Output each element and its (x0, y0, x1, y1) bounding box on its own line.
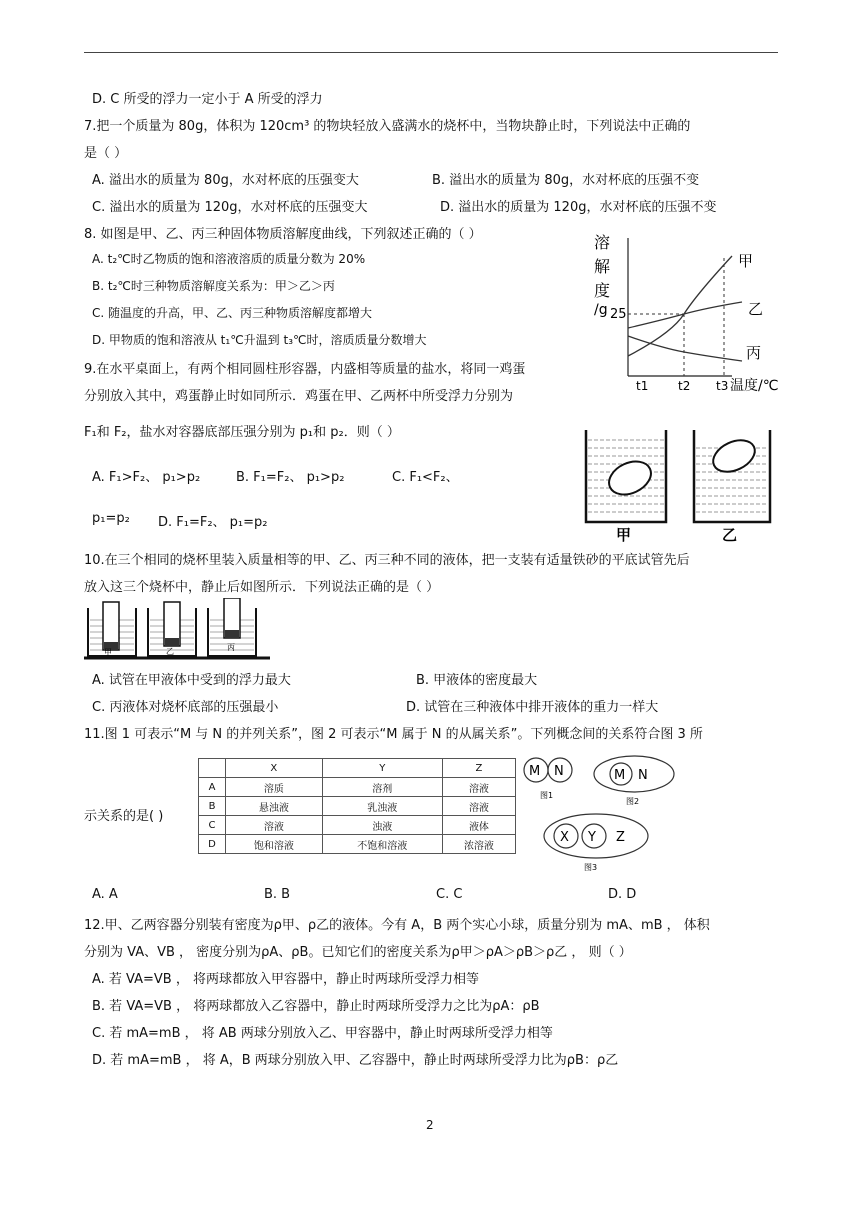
q9-stem-line3: F₁和 F₂，盐水对容器底部压强分别为 p₁和 p₂．则（ ） (84, 425, 400, 440)
fig1-m: M (529, 764, 541, 779)
graph-x-label: 温度/℃ (730, 378, 779, 394)
q8-option-d: D. 甲物质的饱和溶液从 t₁℃升温到 t₃℃时，溶质质量分数增大 (92, 333, 427, 347)
q9-stem-line1: 9.在水平桌面上，有两个相同圆柱形容器，内盛相等质量的盐水，将同一鸡蛋 (84, 362, 526, 377)
graph-x-tick-t2: t2 (678, 379, 691, 393)
concept-table (198, 758, 516, 854)
fig2-m: M (614, 768, 626, 783)
curve-bing (628, 336, 742, 361)
q11-option-d: D. D (608, 887, 637, 902)
table-cell: 溶液 (442, 778, 515, 797)
beaker-label-jia: 甲 (104, 648, 112, 657)
beaker-jia (88, 602, 136, 657)
q11-stem-line2: 示关系的是( ) (84, 809, 164, 824)
table-cell: D (199, 835, 226, 854)
q10-option-c: C. 丙液体对烧杯底部的压强最小 (92, 700, 279, 715)
q10-option-d: D. 试管在三种液体中排开液体的重力一样大 (406, 700, 659, 715)
q12-option-c: C. 若 mA=mB ， 将 AB 两球分别放入乙、甲容器中，静止时两球所受浮力相等 (92, 1026, 553, 1041)
graph-x-tick-t1: t1 (636, 379, 649, 393)
q8-stem: 8. 如图是甲、乙、丙三种固体物质溶解度曲线，下列叙述正确的（ ） (84, 227, 482, 242)
table-header-cell: X (226, 759, 323, 778)
egg-yi (708, 434, 760, 478)
q9-option-c-cont: p₁=p₂ (92, 511, 130, 526)
table-cell: 溶质 (226, 778, 323, 797)
q11-option-a: A. A (92, 887, 118, 902)
q7-stem-line1: 7.把一个质量为 80g，体积为 120cm³ 的物块轻放入盛满水的烧杯中，当物块静止时，下列说法中正确的 (84, 119, 691, 134)
table-header-row (199, 759, 516, 778)
header-rule (84, 52, 778, 53)
q8-option-a: A. t₂℃时乙物质的饱和溶液溶质的质量分数为 20% (92, 252, 366, 266)
table-cell: 乳浊液 (322, 797, 442, 816)
q11-option-c: C. C (436, 887, 463, 902)
table-header-cell: Z (442, 759, 515, 778)
table-cell: A (199, 778, 226, 797)
fig3-y: Y (588, 830, 596, 845)
q11-stem-line1: 11.图 1 可表示“M 与 N 的并列关系”，图 2 可表示“M 属于 N 的从属关系”。下列概念间的关系符合图 3 所 (84, 727, 703, 742)
q7-stem-line2: 是（ ） (84, 146, 128, 161)
table-cell: 溶液 (442, 797, 515, 816)
q10-stem-line2: 放入这三个烧杯中，静止后如图所示．下列说法正确的是（ ） (84, 580, 440, 595)
fig1-caption: 图1 (540, 791, 554, 800)
table-row (199, 835, 516, 854)
table-row (199, 816, 516, 835)
table-header-cell: Y (322, 759, 442, 778)
table-cell: 饱和溶液 (226, 835, 323, 854)
venn-figures (520, 752, 680, 882)
fig-label-jia: 甲 (616, 526, 632, 542)
q7-option-d: D. 溢出水的质量为 120g，水对杯底的压强不变 (440, 200, 717, 215)
graph-ylabel-1: 溶 (594, 233, 611, 252)
table-cell: 浊液 (322, 816, 442, 835)
q9-option-b: B. F₁=F₂、 p₁>p₂ (236, 470, 345, 485)
curve-label-bing: 丙 (746, 344, 762, 362)
q7-option-c: C. 溢出水的质量为 120g，水对杯底的压强变大 (92, 200, 368, 215)
q8-option-c: C. 随温度的升高，甲、乙、丙三种物质溶解度都增大 (92, 306, 373, 320)
test-tube-beakers-figure (84, 598, 274, 662)
graph-y-tick: 25 (610, 307, 627, 322)
table-cell: B (199, 797, 226, 816)
q12-option-d: D. 若 mA=mB ， 将 A，B 两球分别放入甲、乙容器中，静止时两球所受浮力比为ρB：ρ乙 (92, 1053, 619, 1068)
graph-ylabel-3: 度 (594, 281, 611, 300)
fig1-n: N (554, 764, 564, 779)
beaker-label-bing: 丙 (227, 643, 235, 652)
q9-option-d: D. F₁=F₂、 p₁=p₂ (158, 515, 268, 530)
fig-label-yi: 乙 (722, 526, 738, 542)
q9-option-c: C. F₁<F₂、 (392, 470, 459, 485)
table-cell: 悬浊液 (226, 797, 323, 816)
table-cell: C (199, 816, 226, 835)
q7-option-a: A. 溢出水的质量为 80g，水对杯底的压强变大 (92, 173, 359, 188)
table-cell: 不饱和溶液 (322, 835, 442, 854)
beaker-yi (148, 602, 196, 656)
egg-container-figure (582, 422, 772, 542)
egg-jia (604, 455, 657, 501)
q10-option-a: A. 试管在甲液体中受到的浮力最大 (92, 673, 291, 688)
q8-option-b: B. t₂℃时三种物质溶解度关系为：甲＞乙＞丙 (92, 279, 335, 293)
fig2-caption: 图2 (626, 797, 640, 806)
table-row (199, 778, 516, 797)
solubility-graph (592, 228, 792, 394)
q12-stem-line2: 分别为 VA、VB ， 密度分别为ρA、ρB。已知它们的密度关系为ρ甲＞ρA＞ρB＞ρ乙 ， 则（ ） (84, 945, 632, 960)
beaker-bing (208, 598, 256, 656)
table-cell: 溶剂 (322, 778, 442, 797)
curve-label-yi: 乙 (748, 300, 764, 318)
graph-x-tick-t3: t3 (716, 379, 729, 393)
graph-ylabel-4: /g (594, 302, 608, 318)
q10-stem-line1: 10.在三个相同的烧杯里装入质量相等的甲、乙、丙三种不同的液体，把一支装有适量铁砂的平底试管先后 (84, 553, 690, 568)
table-cell: 浓溶液 (442, 835, 515, 854)
curve-label-jia: 甲 (738, 252, 754, 270)
q11-option-b: B. B (264, 887, 291, 902)
table-cell: 液体 (442, 816, 515, 835)
fig2-subset (594, 756, 674, 806)
beaker-label-yi: 乙 (166, 647, 174, 656)
q9-stem-line2: 分别放入其中，鸡蛋静止时如同所示．鸡蛋在甲、乙两杯中所受浮力分别为 (84, 389, 514, 404)
fig3-caption: 图3 (584, 863, 598, 872)
q6-option-d: D. C 所受的浮力一定小于 A 所受的浮力 (92, 92, 323, 107)
q12-stem-line1: 12.甲、乙两容器分别装有密度为ρ甲、ρ乙的液体。今有 A，B 两个实心小球，质量分别为 mA、mB ， 体积 (84, 918, 710, 933)
curve-yi (628, 302, 742, 328)
table-cell: 溶液 (226, 816, 323, 835)
table-row (199, 797, 516, 816)
fig2-n: N (638, 768, 648, 783)
q12-option-a: A. 若 VA=VB ， 将两球都放入甲容器中，静止时两球所受浮力相等 (92, 972, 479, 987)
fig1-parallel (524, 758, 572, 800)
table-header-cell (199, 759, 226, 778)
fig3-z: Z (616, 830, 625, 845)
fig3-concepts (544, 814, 648, 872)
q12-option-b: B. 若 VA=VB ， 将两球都放入乙容器中，静止时两球所受浮力之比为ρA：ρB (92, 999, 540, 1014)
fig3-x: X (560, 830, 569, 845)
q10-option-b: B. 甲液体的密度最大 (416, 673, 538, 688)
q9-option-a: A. F₁>F₂、 p₁>p₂ (92, 470, 201, 485)
graph-ylabel-2: 解 (594, 257, 611, 276)
page-number: 2 (426, 1118, 434, 1132)
q7-option-b: B. 溢出水的质量为 80g，水对杯底的压强不变 (432, 173, 700, 188)
